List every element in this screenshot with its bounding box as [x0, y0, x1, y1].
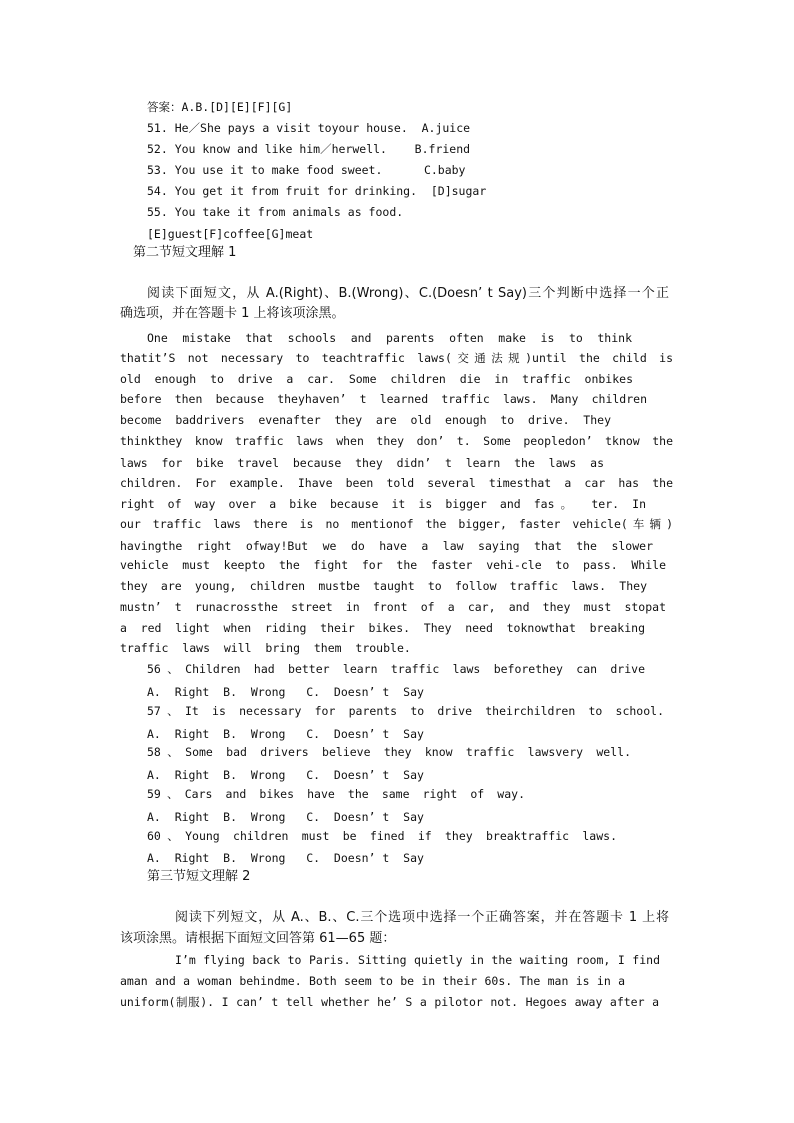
passage-line: vehicle must keepto the fight for the faster vehi-cle to pass. While [120, 558, 666, 572]
matching-item: 52. You know and like him／herwell. B.friend [147, 142, 471, 156]
section2-instruction: 阅读下面短文，从 A.(Right)、B.(Wrong)、C.(Doesn’ t Say)三个判断中选择一个正 [147, 286, 669, 301]
passage-line: havingthe right ofway!But we do have a law saying that the slower [120, 539, 653, 553]
matching-item: 51. He／She pays a visit toyour house. A.juice [147, 121, 471, 135]
passage-line: laws for bike travel because they didn’ t learn the laws as [120, 456, 604, 470]
passage-line: they are young, children mustbe taught to follow traffic laws. They [120, 579, 647, 593]
question-text: 57、It is necessary for parents to drive theirchildren to school. [147, 704, 664, 718]
question-text: 59、Cars and bikes have the same right of way. [147, 787, 525, 801]
answer-header: 答案：A.B.[D][E][F][G] [147, 100, 293, 114]
passage2-line: I’m flying back to Paris. Sitting quietly in the waiting room, I find [175, 953, 660, 967]
question-options: A. Right B. Wrong C. Doesn’ t Say [147, 727, 424, 741]
passage2-line: aman and a woman behindme. Both seem to be in their 60s. The man is in a [120, 974, 625, 988]
question-options: A. Right B. Wrong C. Doesn’ t Say [147, 768, 424, 782]
section3-title: 第三节短文理解 2 [147, 869, 251, 884]
section2-instruction: 确选项，并在答题卡 1 上将该项涂黑。 [120, 306, 345, 321]
passage-line: children. For example. Ihave been told several timesthat a car has the [120, 476, 673, 490]
passage-line: a red light when riding their bikes. They need toknowthat breaking [120, 621, 645, 635]
matching-item: 54. You get it from fruit for drinking. [D]sugar [147, 184, 487, 198]
matching-options: [E]guest[F]coffee[G]meat [147, 227, 314, 241]
passage-line: thinkthey know traffic laws when they don’ t. Some peopledon’ tknow the [120, 434, 673, 448]
passage-line: right of way over a bike because it is bigger and fas。 ter. In [120, 497, 646, 511]
passage-line: traffic laws will bring them trouble. [120, 641, 411, 655]
section3-instruction: 阅读下列短文，从 A.、B.、C.三个选项中选择一个正确答案，并在答题卡 1 上将 [175, 910, 669, 925]
question-text: 56、Children had better learn traffic laws beforethey can drive [147, 662, 645, 676]
passage-line: thatit’S not necessary to teachtraffic laws(交通法规)until the child is [120, 351, 673, 365]
passage-line: mustn’ t runacrossthe street in front of a car, and they must stopat [120, 600, 666, 614]
passage2-line: uniform(制服). I can’ t tell whether he’ S a pilotor not. Hegoes away after a [120, 995, 659, 1009]
question-text: 60、Young children must be fined if they breaktraffic laws. [147, 829, 617, 843]
passage-line: before then because theyhaven’ t learned traffic laws. Many children [120, 392, 647, 406]
question-options: A. Right B. Wrong C. Doesn’ t Say [147, 685, 424, 699]
matching-item: 55. You take it from animals as food. [147, 205, 404, 219]
section3-instruction: 该项涂黑。请根据下面短文回答第 61—65 题： [120, 931, 396, 946]
matching-item: 53. You use it to make food sweet. C.baby [147, 163, 466, 177]
question-options: A. Right B. Wrong C. Doesn’ t Say [147, 851, 424, 865]
question-text: 58、Some bad drivers believe they know traffic lawsvery well. [147, 745, 631, 759]
passage-line: old enough to drive a car. Some children die in traffic onbikes [120, 372, 633, 386]
section2-title: 第二节短文理解 1 [133, 245, 237, 260]
passage-line: One mistake that schools and parents often make is to think [147, 331, 632, 345]
question-options: A. Right B. Wrong C. Doesn’ t Say [147, 810, 424, 824]
passage-line: become baddrivers evenafter they are old enough to drive. They [120, 413, 611, 427]
passage-line: our traffic laws there is no mentionof the bigger, faster vehicle(车辆) [120, 517, 673, 531]
